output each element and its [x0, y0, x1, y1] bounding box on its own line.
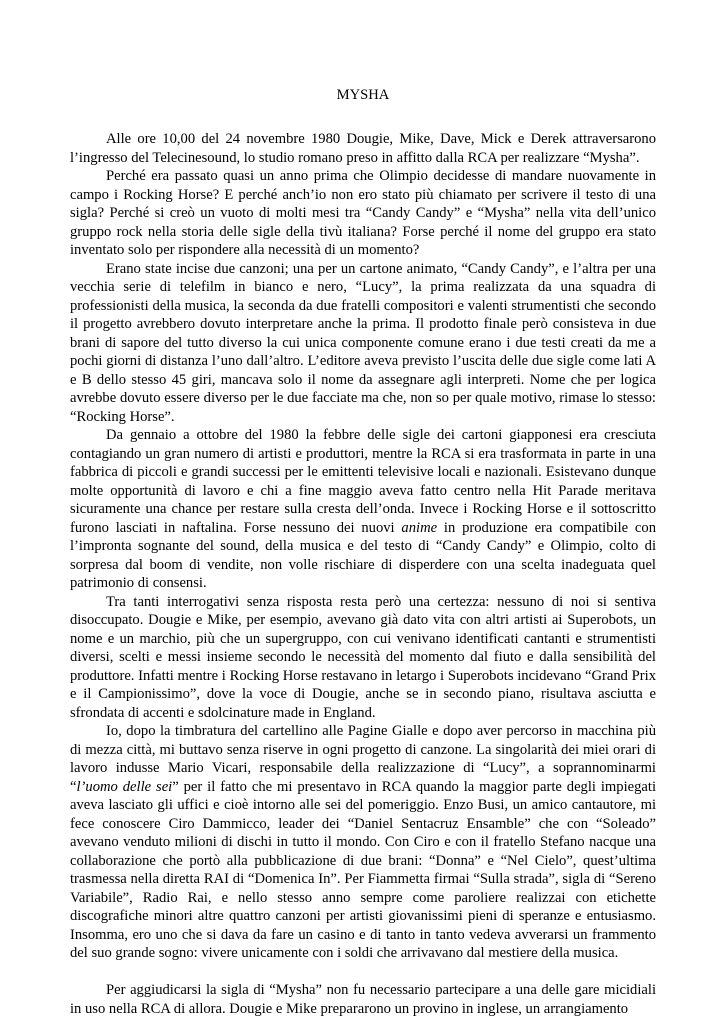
paragraph-5: Tra tanti interrogativi senza risposta resta però una certezza: nessuno di noi si sentiva disoccupato. Dougie e Mike, per esempio, avevano già dato vita con altri artisti ai Superobots, un nome e un marchio, più che un supergruppo, con cui venivano identificati cantanti e strumentisti diversi, scelti e messi insieme secondo le necessità del momento dal fiuto e dalla sensibilità del produttore. Infatti mentre i Rocking Horse restavano in letargo i Superobots incidevano “Grand Prix e il Campionissimo”, dove la voce di Dougie, anche se in secondo piano, risultava asciutta e sfrondata di accenti e sdolcinature made in England.: [70, 593, 656, 721]
document-title: MYSHA: [336, 87, 390, 103]
paragraph-4-text-before: Da gennaio a ottobre del 1980 la febbre delle sigle dei cartoni giapponesi era cresciuta contagiando un gran numero di artisti e produttori, mentre la RCA si era trasformata in parte in una fabbrica di piccoli e grandi successi per le emittenti televisive locali e nazionali. Esistevano dunque molte opportunità di lavoro e chi a fine maggio aveva fatto centro nella Hit Parade meritava sicuramente una chance per restare sulla cresta dell’onda. Invece i Rocking Horse e il sottoscritto furono lasciati in naftalina. Forse nessuno dei nuovi: [70, 427, 656, 536]
paragraph-3: Erano state incise due canzoni; una per un cartone animato, “Candy Candy”, e l’altra per una vecchia serie di telefilm in bianco e nero, “Lucy”, la prima realizzata da una squadra di professionisti della musica, la seconda da due fratelli compositori e valenti strumentisti che secondo il progetto avrebbero dovuto interpretare anche la prima. Il prodotto finale però consisteva in due brani di sapore del tutto diverso la cui unica componente comune erano i due testi creati da me a pochi giorni di distanza l’uno dall’altro. L’editore aveva previsto l’uscita delle due sigle come lati A e B dello stesso 45 giri, mancava solo il nome da assegnare agli interpreti. Nome che per logica avrebbe dovuto essere diverso per le due facciate ma che, non so per quale motivo, rimase lo stesso: “Rocking Horse”.: [70, 260, 656, 425]
paragraph-1: Alle ore 10,00 del 24 novembre 1980 Dougie, Mike, Dave, Mick e Derek attraversarono l’ingresso del Telecinesound, lo studio romano preso in affitto dalla RCA per realizzare “Mysha”.: [70, 131, 656, 166]
paragraph-4-text-after: in produzione era compatibile con l’impronta sognante del sound, della musica e del testo di “Candy Candy” e Olimpio, colto di sorpresa dal boom di vendite, non volle rischiare di disperdere con una scelta inadeguata quel patrimonio di consensi.: [70, 519, 656, 591]
paragraph-4: [70, 426, 656, 593]
paragraph-2: Perché era passato quasi un anno prima che Olimpio decidesse di mandare nuovamente in campo i Rocking Horse? E perché anch’io non ero stato più chiamato per scrivere il testo di una sigla? Perché si creò un vuoto di molti mesi tra “Candy Candy” e “Mysha” nella vita dell’unico gruppo rock nella storia delle sigle della tivù italiana? Forse perché il nome del gruppo era stato inventato solo per rispondere alla necessità di un momento?: [70, 168, 656, 258]
paragraph-6-text-after: ” per il fatto che mi presentavo in RCA quando la maggior parte degli impiegati aveva lasciato gli uffici e cioè intorno alle sei del pomeriggio. Enzo Busi, un amico cantautore, mi fece conoscere Ciro Dammicco, leader dei “Daniel Sentacruz Ensamble” che con “Soleado” avevano venduto milioni di dischi in tutto il mondo. Con Ciro e con il fratello Stefano nacque una collaborazione che portò alla pubblicazione di due brani: “Donna” e “Nel Cielo”, quest’ultima trasmessa nella diretta RAI di “Domenica In”. Per Fiammetta firmai “Sulla strada”, sigla di “Sereno Variabile”, Radio Rai, e nello stesso anno sempre come paroliere realizzai con etichette discografiche minori altre quattro canzoni per artisti giovanissimi pieni di speranze e entusiasmo. Insomma, ero uno che si dava da fare un casino e di tanto in tanto vedeva avverarsi un frammento del suo grande sogno: vivere unicamente con i soldi che arrivavano dal mestiere della musica.: [70, 778, 656, 961]
paragraph-6: [70, 722, 656, 963]
paragraph-6-text-before: Io, dopo la timbratura del cartellino alle Pagine Gialle e dopo aver percorso in macchina più di mezza città, mi buttavo senza riserve in ogni progetto di canzone. La singolarità dei miei orari di lavoro indusse Mario Vicari, responsabile della realizzazione di “Lucy”, a soprannominarmi “: [70, 723, 656, 795]
document-body: [70, 130, 656, 1018]
paragraph-4-italic-term: anime: [401, 519, 438, 536]
paragraph-6-italic-nickname: l’uomo delle sei: [76, 778, 173, 795]
paragraph-7: Per aggiudicarsi la sigla di “Mysha” non fu necessario partecipare a una delle gare micidiali in uso nella RCA di allora. Dougie e Mike prepararono un provino in inglese, un arrangiamento: [70, 982, 656, 1017]
